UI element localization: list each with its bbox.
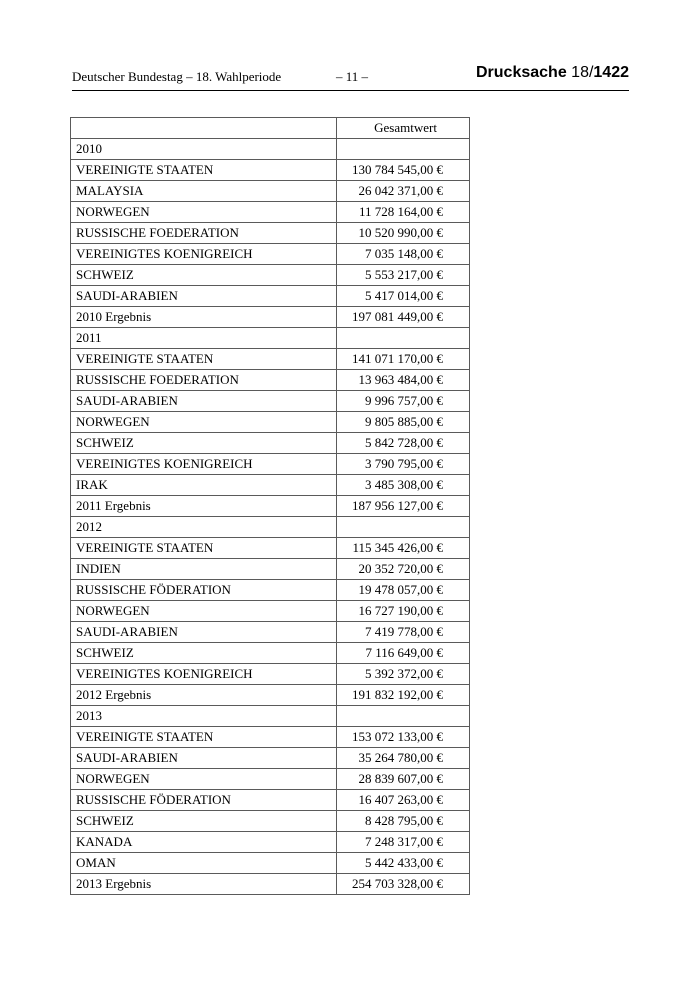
row-country-cell: 2011 Ergebnis	[71, 496, 337, 517]
row-country-cell: RUSSISCHE FOEDERATION	[71, 223, 337, 244]
row-value-cell: 191 832 192,00 €	[337, 685, 470, 706]
row-value-cell: 254 703 328,00 €	[337, 874, 470, 895]
table-row	[71, 748, 470, 769]
table-row	[71, 223, 470, 244]
table-row	[71, 664, 470, 685]
table-row	[71, 433, 470, 454]
row-country-cell: 2010 Ergebnis	[71, 307, 337, 328]
row-value-cell	[337, 706, 470, 727]
row-value-cell: 16 407 263,00 €	[337, 790, 470, 811]
row-country-cell: 2013 Ergebnis	[71, 874, 337, 895]
table-row	[71, 559, 470, 580]
table-row	[71, 727, 470, 748]
row-value-cell: 115 345 426,00 €	[337, 538, 470, 559]
row-value-cell: 5 442 433,00 €	[337, 853, 470, 874]
row-country-cell: NORWEGEN	[71, 769, 337, 790]
row-country-cell: VEREINIGTES KOENIGREICH	[71, 244, 337, 265]
table-row	[71, 622, 470, 643]
row-value-cell: 153 072 133,00 €	[337, 727, 470, 748]
row-value-cell: 19 478 057,00 €	[337, 580, 470, 601]
table-row	[71, 202, 470, 223]
table-row	[71, 811, 470, 832]
header-cell-name	[71, 118, 337, 139]
row-value-cell: 197 081 449,00 €	[337, 307, 470, 328]
table-row	[71, 412, 470, 433]
row-country-cell: 2012 Ergebnis	[71, 685, 337, 706]
row-value-cell: 16 727 190,00 €	[337, 601, 470, 622]
row-value-cell	[337, 517, 470, 538]
table-row	[71, 244, 470, 265]
row-value-cell: 9 805 885,00 €	[337, 412, 470, 433]
row-value-cell	[337, 328, 470, 349]
row-value-cell: 7 419 778,00 €	[337, 622, 470, 643]
row-value-cell: 130 784 545,00 €	[337, 160, 470, 181]
row-country-cell: SCHWEIZ	[71, 811, 337, 832]
row-country-cell: KANADA	[71, 832, 337, 853]
row-value-cell: 28 839 607,00 €	[337, 769, 470, 790]
table-row	[71, 370, 470, 391]
table-row	[71, 328, 470, 349]
row-value-cell: 9 996 757,00 €	[337, 391, 470, 412]
header-cell-gesamtwert: Gesamtwert	[337, 118, 470, 139]
table-row	[71, 643, 470, 664]
row-value-cell: 13 963 484,00 €	[337, 370, 470, 391]
table-row	[71, 496, 470, 517]
export-value-table	[70, 117, 470, 895]
row-country-cell: SAUDI-ARABIEN	[71, 391, 337, 412]
table-row	[71, 538, 470, 559]
row-value-cell: 3 790 795,00 €	[337, 454, 470, 475]
table-row	[71, 874, 470, 895]
table-row	[71, 601, 470, 622]
document-number	[476, 64, 629, 82]
row-value-cell: 5 417 014,00 €	[337, 286, 470, 307]
row-country-cell: IRAK	[71, 475, 337, 496]
table-row	[71, 685, 470, 706]
row-country-cell: SCHWEIZ	[71, 433, 337, 454]
row-value-cell: 7 116 649,00 €	[337, 643, 470, 664]
row-country-cell: VEREINIGTE STAATEN	[71, 727, 337, 748]
row-country-cell: 2010	[71, 139, 337, 160]
row-value-cell: 5 392 372,00 €	[337, 664, 470, 685]
row-country-cell: SAUDI-ARABIEN	[71, 748, 337, 769]
row-country-cell: SCHWEIZ	[71, 643, 337, 664]
row-country-cell: RUSSISCHE FOEDERATION	[71, 370, 337, 391]
row-value-cell: 141 071 170,00 €	[337, 349, 470, 370]
row-value-cell: 5 553 217,00 €	[337, 265, 470, 286]
row-country-cell: NORWEGEN	[71, 412, 337, 433]
row-country-cell: 2011	[71, 328, 337, 349]
page-number: – 11 –	[336, 69, 369, 84]
document-number-label: Drucksache	[476, 64, 567, 81]
table-row	[71, 391, 470, 412]
row-country-cell: RUSSISCHE FÖDERATION	[71, 580, 337, 601]
table-row	[71, 769, 470, 790]
row-country-cell: VEREINIGTE STAATEN	[71, 538, 337, 559]
row-value-cell: 187 956 127,00 €	[337, 496, 470, 517]
row-country-cell: VEREINIGTE STAATEN	[71, 160, 337, 181]
table-row	[71, 580, 470, 601]
table-row	[71, 349, 470, 370]
table-header-row	[71, 118, 470, 139]
table-row	[71, 790, 470, 811]
table-row	[71, 286, 470, 307]
row-country-cell: SAUDI-ARABIEN	[71, 622, 337, 643]
row-country-cell: INDIEN	[71, 559, 337, 580]
table-row	[71, 832, 470, 853]
table-row	[71, 475, 470, 496]
row-value-cell: 11 728 164,00 €	[337, 202, 470, 223]
row-value-cell: 7 248 317,00 €	[337, 832, 470, 853]
table-row	[71, 307, 470, 328]
row-country-cell: 2012	[71, 517, 337, 538]
row-country-cell: MALAYSIA	[71, 181, 337, 202]
row-country-cell: NORWEGEN	[71, 202, 337, 223]
table-row	[71, 454, 470, 475]
row-country-cell: NORWEGEN	[71, 601, 337, 622]
row-country-cell: VEREINIGTES KOENIGREICH	[71, 664, 337, 685]
header-parliament: Deutscher Bundestag – 18. Wahlperiode	[72, 69, 282, 84]
row-value-cell: 20 352 720,00 €	[337, 559, 470, 580]
row-country-cell: VEREINIGTE STAATEN	[71, 349, 337, 370]
document-number-prefix: 18/	[566, 64, 594, 81]
row-value-cell: 10 520 990,00 €	[337, 223, 470, 244]
row-value-cell: 3 485 308,00 €	[337, 475, 470, 496]
table-row	[71, 853, 470, 874]
document-number-value: 1422	[593, 64, 629, 81]
table-row	[71, 517, 470, 538]
table-row	[71, 181, 470, 202]
row-country-cell: 2013	[71, 706, 337, 727]
row-country-cell: VEREINIGTES KOENIGREICH	[71, 454, 337, 475]
row-value-cell: 8 428 795,00 €	[337, 811, 470, 832]
row-country-cell: SAUDI-ARABIEN	[71, 286, 337, 307]
table-row	[71, 139, 470, 160]
row-country-cell: RUSSISCHE FÖDERATION	[71, 790, 337, 811]
row-country-cell: SCHWEIZ	[71, 265, 337, 286]
table-row	[71, 160, 470, 181]
row-value-cell	[337, 139, 470, 160]
row-value-cell: 5 842 728,00 €	[337, 433, 470, 454]
table-row	[71, 706, 470, 727]
page-header	[72, 66, 629, 91]
row-value-cell: 7 035 148,00 €	[337, 244, 470, 265]
row-country-cell: OMAN	[71, 853, 337, 874]
row-value-cell: 26 042 371,00 €	[337, 181, 470, 202]
row-value-cell: 35 264 780,00 €	[337, 748, 470, 769]
table-row	[71, 265, 470, 286]
